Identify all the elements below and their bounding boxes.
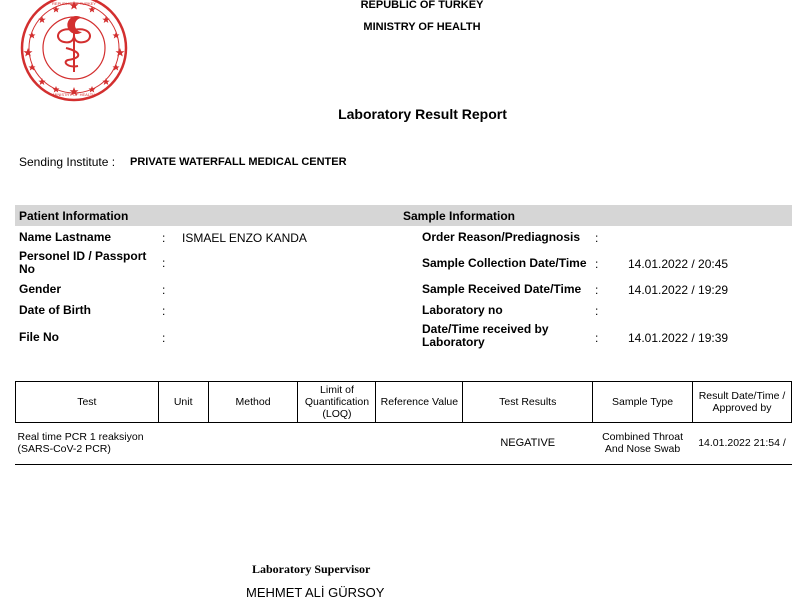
supervisor-label: Laboratory Supervisor (252, 562, 371, 576)
section-header-bar (15, 205, 792, 226)
patient-value-name: ISMAEL ENZO KANDA (182, 231, 307, 245)
sending-institute-value: PRIVATE WATERFALL MEDICAL CENTER (130, 156, 347, 168)
col-header-loq: Limit of Quantification (LOQ) (298, 382, 376, 423)
cell-reference (376, 423, 463, 463)
svg-text:REPUBLIC OF TURKEY: REPUBLIC OF TURKEY (52, 1, 96, 6)
sample-info-heading: Sample Information (403, 209, 516, 223)
col-header-sample-type: Sample Type (593, 382, 693, 423)
colon: : (162, 283, 166, 297)
colon: : (595, 257, 599, 271)
col-header-result-date: Result Date/Time / Approved by (692, 382, 791, 423)
results-table (15, 381, 792, 463)
supervisor-name: MEHMET ALİ GÜRSOY (246, 585, 385, 600)
sample-value-received: 14.01.2022 / 19:29 (628, 283, 729, 297)
cell-loq (298, 423, 376, 463)
colon: : (162, 256, 166, 270)
patient-info-heading: Patient Information (19, 209, 129, 223)
patient-label-dob: Date of Birth (19, 303, 91, 317)
sample-value-collection: 14.01.2022 / 20:45 (628, 257, 729, 271)
col-header-reference: Reference Value (376, 382, 463, 423)
republic-heading: REPUBLIC OF TURKEY (360, 0, 484, 11)
patient-label-file-no: File No (19, 330, 60, 344)
sample-label-lab-no: Laboratory no (422, 303, 503, 317)
patient-label-gender: Gender (19, 282, 62, 296)
colon: : (595, 304, 599, 318)
table-row (16, 423, 792, 463)
ministry-seal-logo (18, 0, 130, 104)
sample-value-lab-received: 14.01.2022 / 19:39 (628, 331, 729, 345)
colon: : (162, 331, 166, 345)
sample-label-received: Sample Received Date/Time (422, 282, 582, 296)
ministry-heading: MINISTRY OF HEALTH (363, 21, 481, 33)
col-header-unit: Unit (158, 382, 208, 423)
cell-unit (158, 423, 208, 463)
col-header-results: Test Results (463, 382, 593, 423)
colon: : (595, 331, 599, 345)
colon: : (162, 304, 166, 318)
sample-label-collection: Sample Collection Date/Time (422, 256, 587, 270)
sample-label-order-reason: Order Reason/Prediagnosis (422, 230, 581, 244)
report-title: Laboratory Result Report (338, 106, 507, 122)
cell-test: Real time PCR 1 reaksiyon (SARS-CoV-2 PCR) (17, 430, 144, 455)
svg-text:MINISTRY OF HEALTH: MINISTRY OF HEALTH (52, 92, 96, 97)
patient-label-name: Name Lastname (19, 230, 112, 244)
results-header-row (16, 382, 792, 423)
cell-method (208, 423, 298, 463)
cell-result: NEGATIVE (500, 436, 556, 449)
colon: : (162, 231, 166, 245)
sample-label-lab-received: Date/Time received by Laboratory (422, 322, 549, 349)
cell-sample-type: Combined Throat And Nose Swab (602, 430, 684, 455)
sending-institute-label: Sending Institute : (19, 155, 116, 169)
col-header-test: Test (16, 382, 159, 423)
colon: : (595, 283, 599, 297)
table-bottom-divider (15, 464, 792, 465)
col-header-method: Method (208, 382, 298, 423)
patient-label-id: Personel ID / Passport No (19, 249, 147, 276)
colon: : (595, 231, 599, 245)
cell-result-date: 14.01.2022 21:54 / (698, 436, 786, 449)
